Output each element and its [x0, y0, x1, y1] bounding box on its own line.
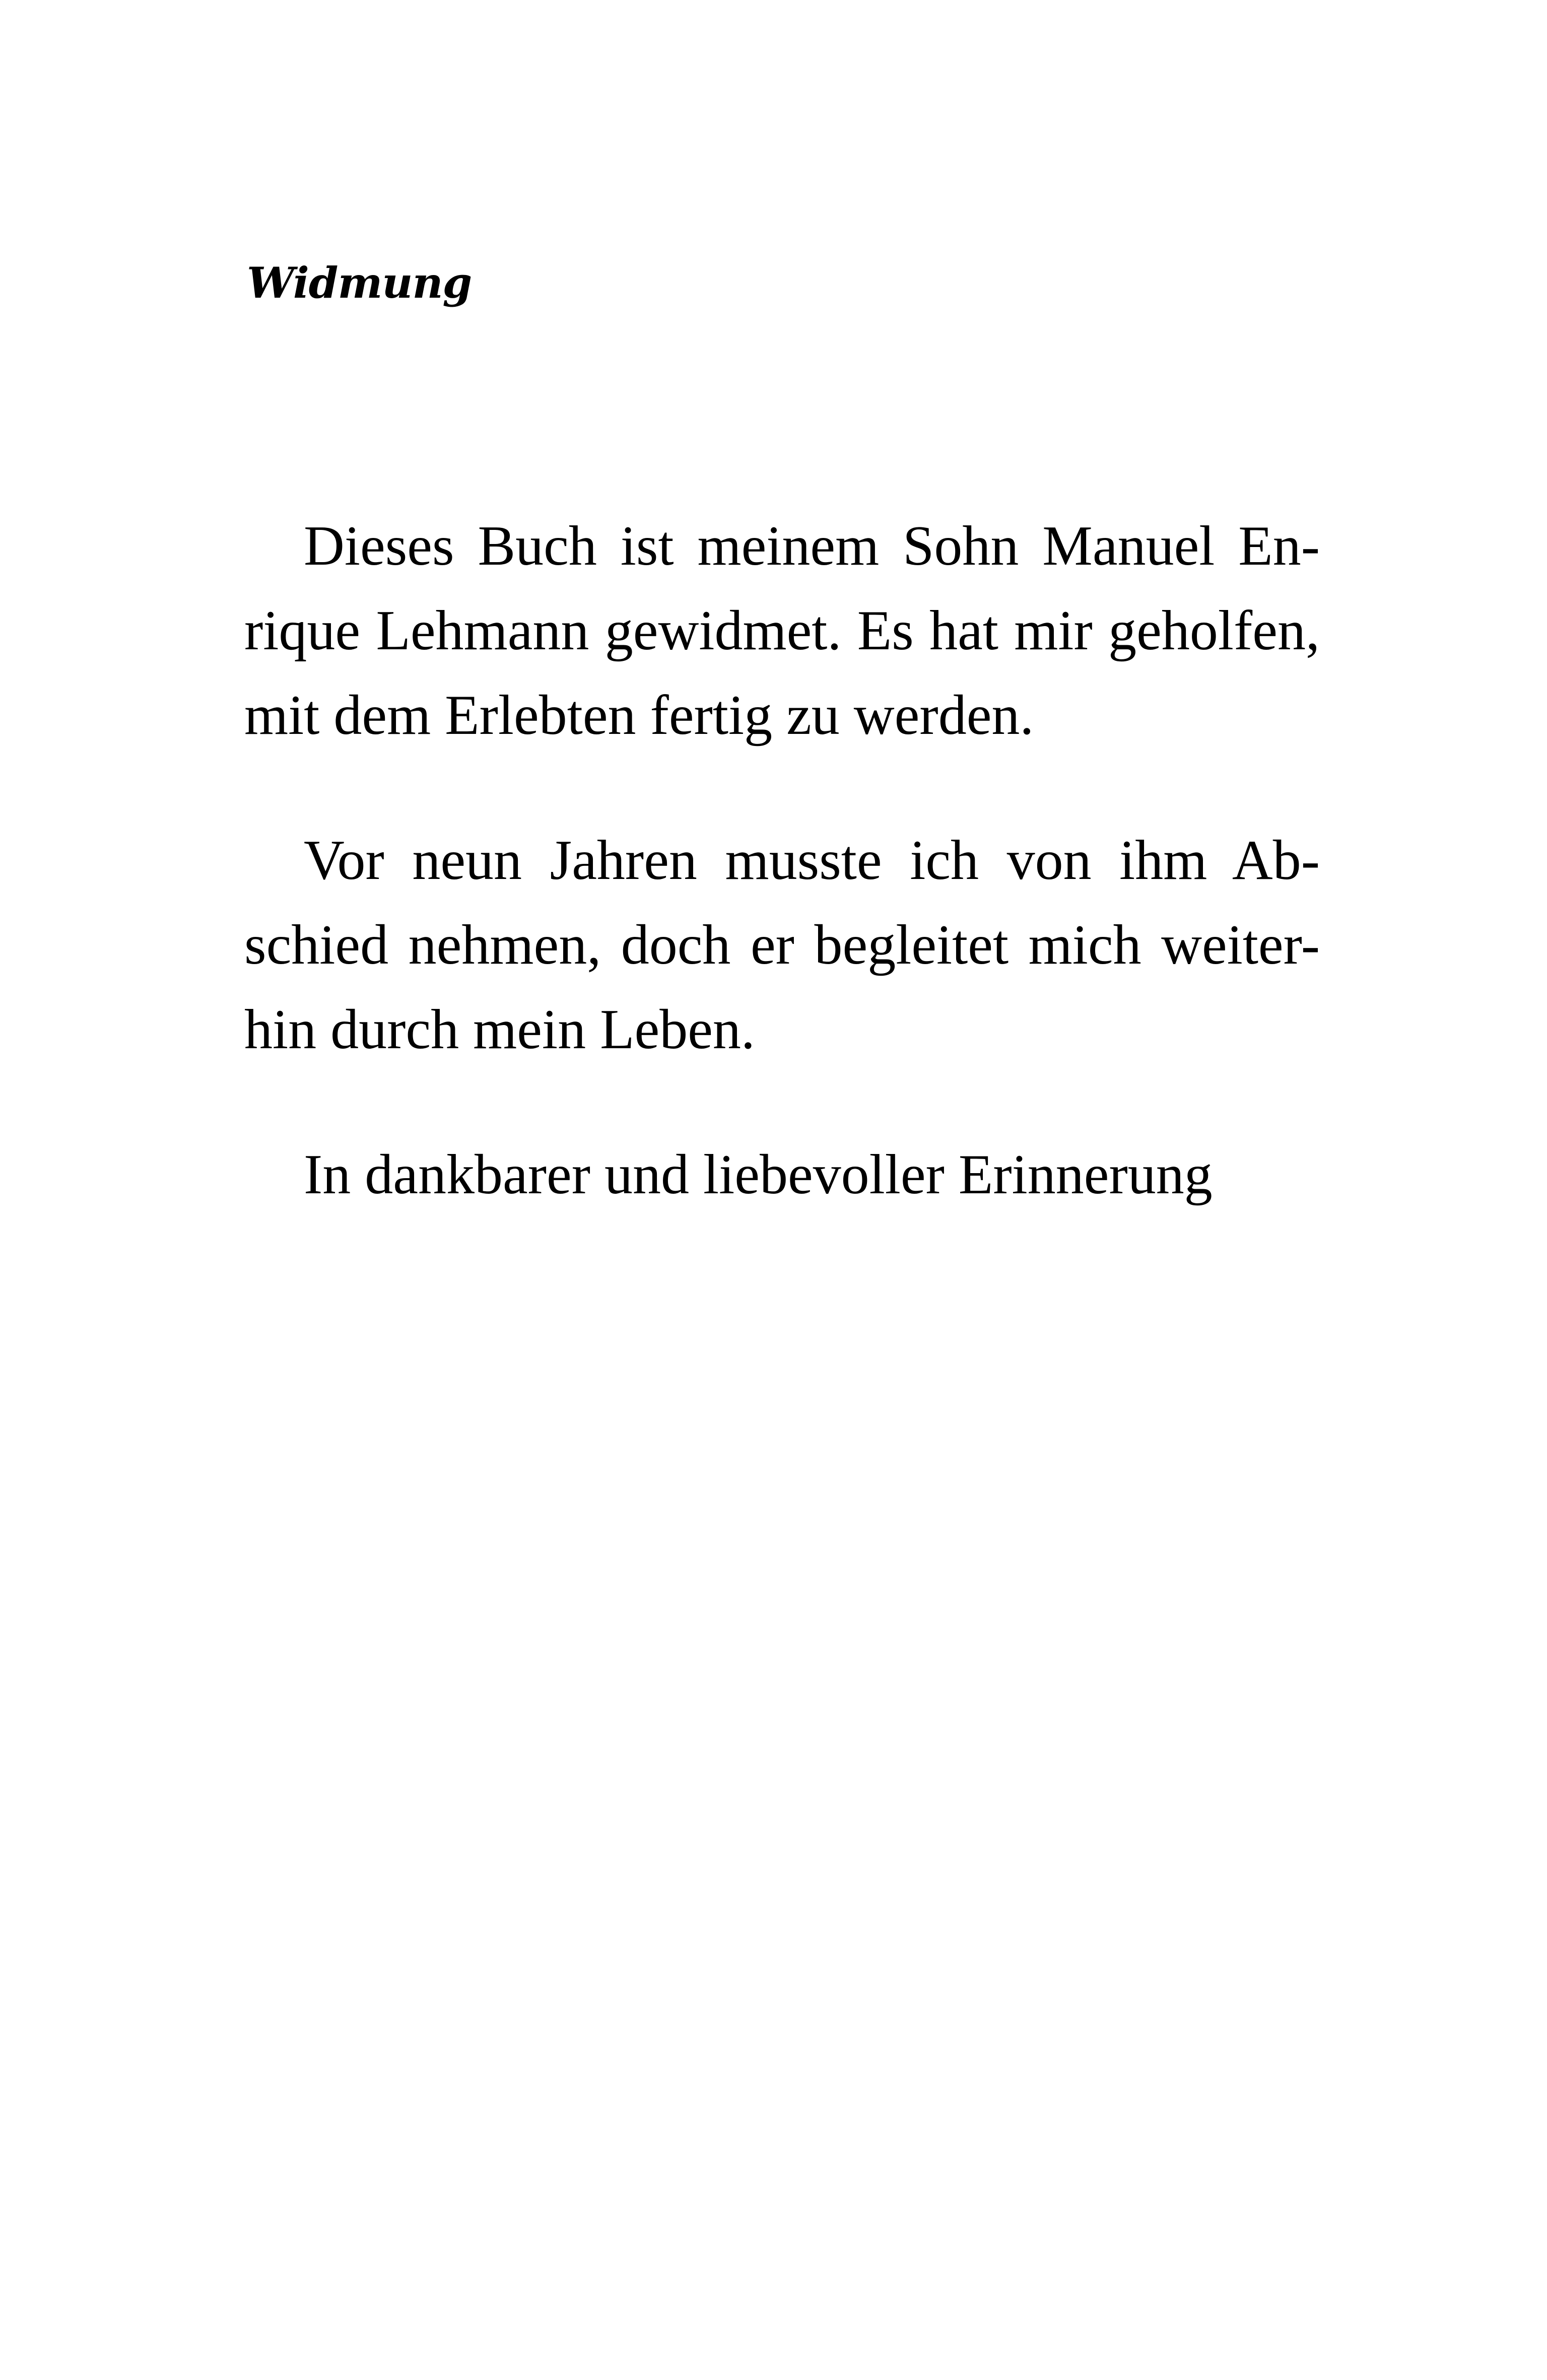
text-line: rique Lehmann gewidmet. Es hat mir geholfen, [244, 599, 1320, 662]
paragraph-2 [244, 818, 1320, 1072]
text-line: Vor neun Jahren musste ich von ihm Ab- [304, 829, 1320, 892]
text-line: schied nehmen, doch er begleitet mich weiter- [244, 914, 1320, 976]
paragraph-1 [244, 504, 1320, 758]
dedication-text [244, 504, 1320, 1277]
text-line: Dieses Buch ist meinem Sohn Manuel En- [304, 515, 1320, 577]
paragraph-3 [244, 1132, 1320, 1217]
page-heading: Widmung [247, 258, 472, 308]
text-line: In dankbarer und liebevoller Erinnerung [304, 1143, 1213, 1206]
text-line: hin durch mein Leben. [244, 998, 755, 1061]
text-line: mit dem Erlebten fertig zu werden. [244, 684, 1034, 746]
